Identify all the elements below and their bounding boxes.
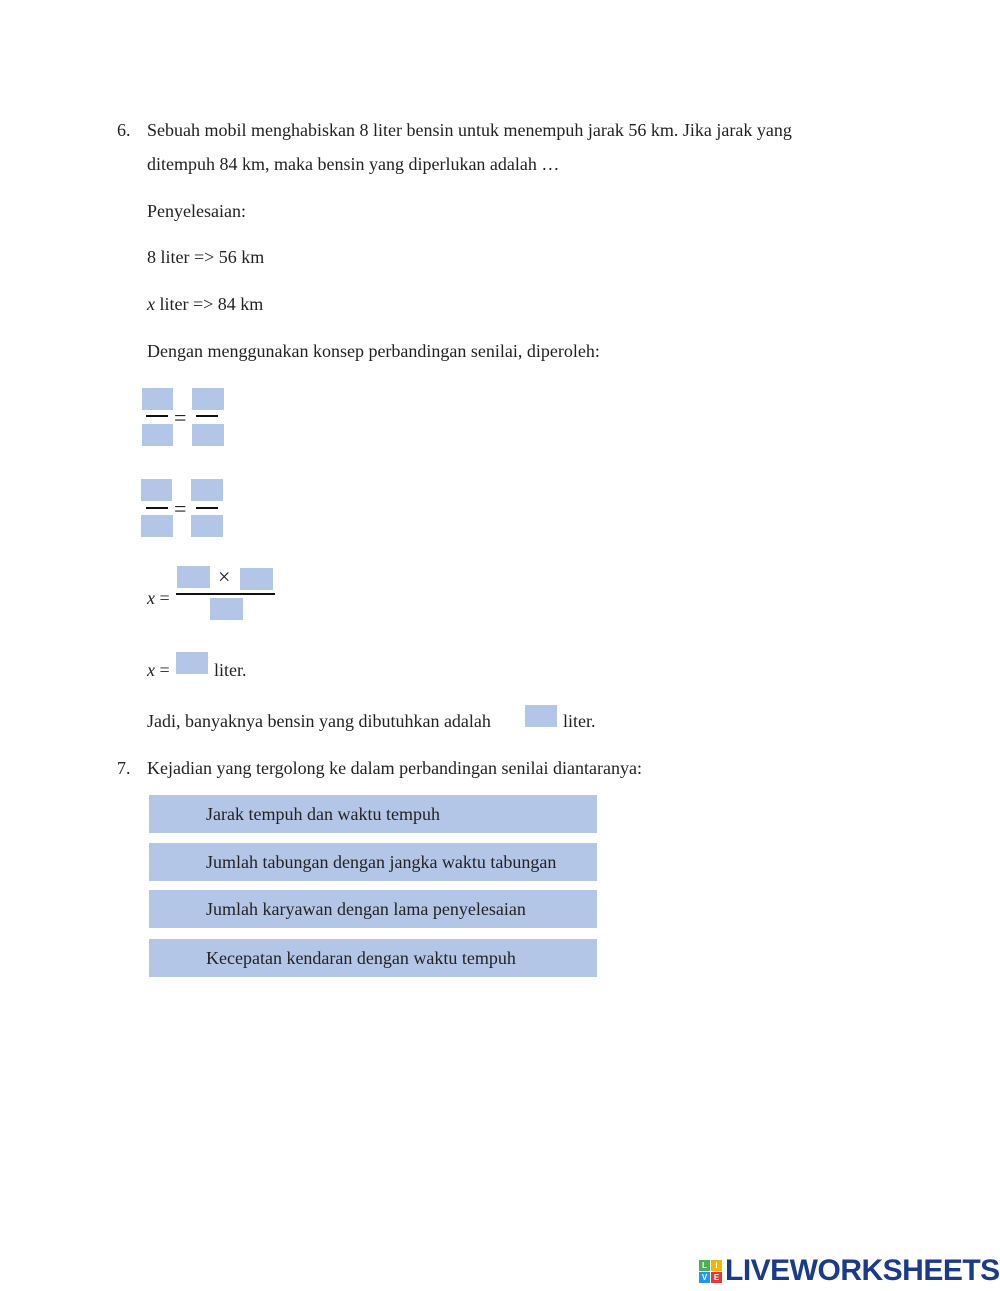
- x-result-lhs: [147, 661, 170, 679]
- option-3-button[interactable]: Jumlah karyawan dengan lama penyelesaian: [149, 890, 597, 928]
- proportion1-left-denominator-input[interactable]: [142, 424, 173, 446]
- proportion2-right-fraction-bar: [196, 507, 218, 509]
- logo-grid-icon: [699, 1260, 722, 1283]
- logo-letter-e: E: [711, 1272, 722, 1283]
- proportion1-left-numerator-input[interactable]: [142, 388, 173, 410]
- proportion2-equals: =: [174, 496, 187, 521]
- variable-x: x: [147, 588, 155, 608]
- x-fraction-bar: [176, 593, 275, 595]
- proportion1-right-denominator-input[interactable]: [192, 424, 224, 446]
- question-6-number: 6.: [117, 120, 131, 140]
- conclusion-unit: liter.: [563, 711, 596, 731]
- given-line-2: [147, 295, 263, 313]
- option-2-button[interactable]: Jumlah tabungan dengan jangka waktu tabungan: [149, 843, 597, 881]
- x-result-input[interactable]: [176, 652, 208, 674]
- divisor-input[interactable]: [210, 598, 243, 620]
- x-result-unit: liter.: [214, 660, 247, 680]
- variable-x: x: [147, 660, 155, 680]
- x-equation-lhs: [147, 589, 170, 607]
- multiplier-2-input[interactable]: [240, 568, 273, 590]
- conclusion-text: Jadi, banyaknya bensin yang dibutuhkan adalah: [147, 711, 491, 731]
- multiplier-1-input[interactable]: [177, 566, 210, 588]
- logo-letter-l: L: [699, 1260, 710, 1271]
- proportion1-left-fraction-bar: [146, 415, 168, 417]
- logo-letter-v: V: [699, 1272, 710, 1283]
- question-6-text-line2: ditempuh 84 km, maka bensin yang diperlukan adalah …: [147, 154, 560, 174]
- proportion1-right-fraction-bar: [196, 415, 218, 417]
- conclusion-answer-input[interactable]: [525, 705, 557, 727]
- method-text: Dengan menggunakan konsep perbandingan senilai, diperoleh:: [147, 341, 600, 361]
- question-7-text: Kejadian yang tergolong ke dalam perbandingan senilai diantaranya:: [147, 758, 642, 778]
- logo-text: LIVEWORKSHEETS: [725, 1254, 1000, 1287]
- proportion2-left-numerator-input[interactable]: [141, 479, 172, 501]
- option-4-button[interactable]: Kecepatan kendaran dengan waktu tempuh: [149, 939, 597, 977]
- proportion2-left-denominator-input[interactable]: [141, 515, 173, 537]
- liveworksheets-logo: [699, 1256, 1000, 1286]
- equals-text: =: [155, 660, 170, 680]
- proportion1-right-numerator-input[interactable]: [192, 388, 224, 410]
- equals-text: =: [155, 588, 170, 608]
- proportion2-left-fraction-bar: [146, 507, 168, 509]
- question-7-number: 7.: [117, 758, 131, 778]
- variable-x: x: [147, 294, 155, 314]
- proportion2-right-numerator-input[interactable]: [191, 479, 223, 501]
- option-1-button[interactable]: Jarak tempuh dan waktu tempuh: [149, 795, 597, 833]
- logo-letter-i: I: [711, 1260, 722, 1271]
- given-line-1: 8 liter => 56 km: [147, 247, 265, 267]
- proportion2-right-denominator-input[interactable]: [191, 515, 223, 537]
- proportion1-equals: =: [174, 405, 187, 430]
- solution-label: Penyelesaian:: [147, 201, 246, 221]
- question-6-text-line1: Sebuah mobil menghabiskan 8 liter bensin untuk menempuh jarak 56 km. Jika jarak yang: [147, 120, 792, 140]
- given-line-2-rest: liter => 84 km: [155, 294, 264, 314]
- times-sign: ×: [218, 564, 231, 589]
